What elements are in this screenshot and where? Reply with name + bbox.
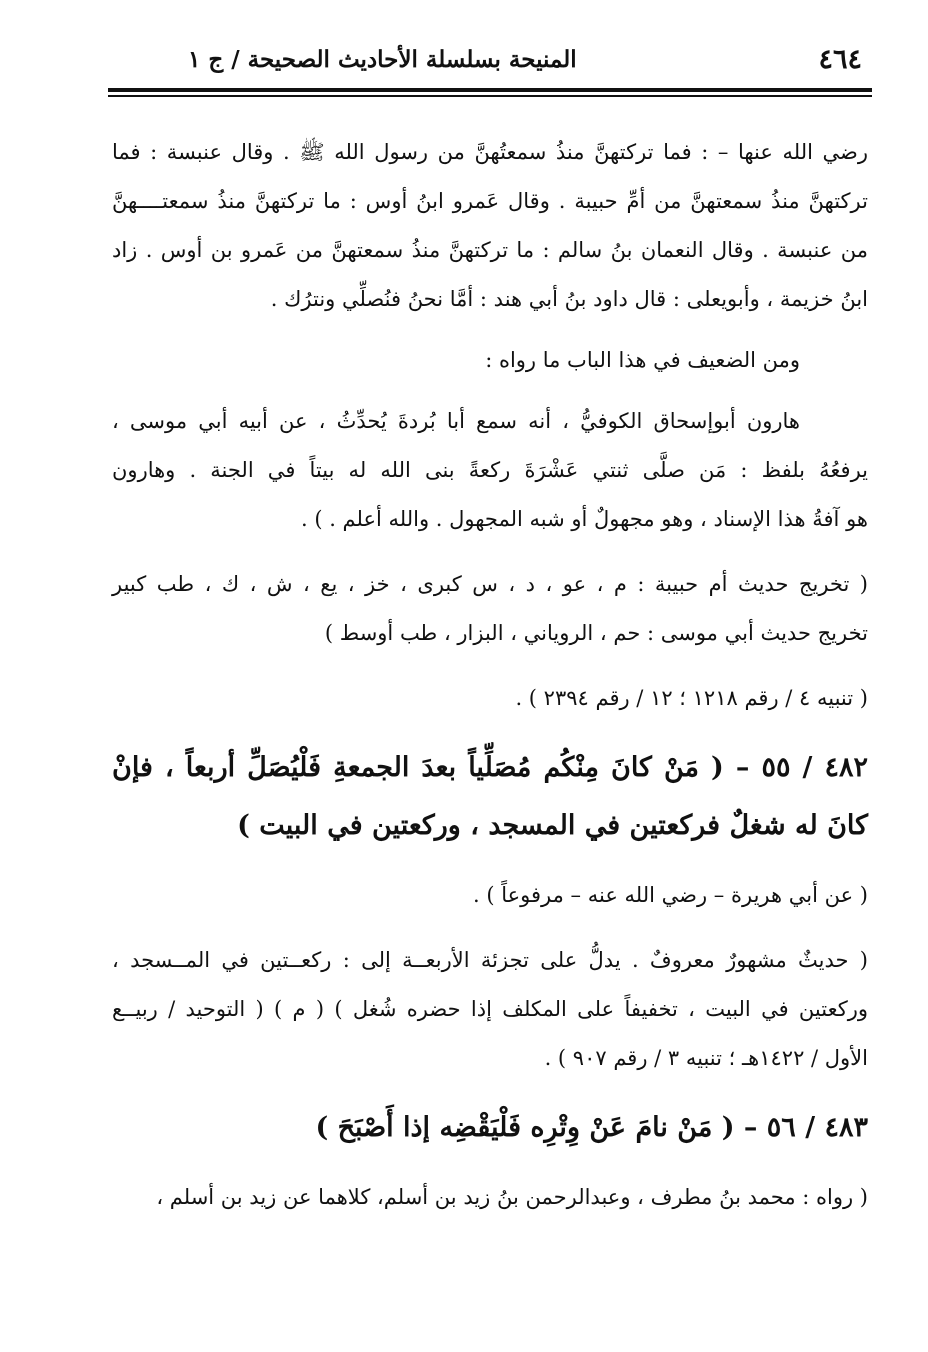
hadith-482-source xyxy=(112,871,868,920)
header-rule-thick xyxy=(108,88,872,92)
paragraph-tanbih-reference xyxy=(112,674,868,723)
running-title: المنيحة بسلسلة الأحاديث الصحيحة / ج ١ xyxy=(188,46,577,73)
header-rule-thin xyxy=(108,95,872,97)
hadith-heading-line: ٤٨٢ / ٥٥ – ( مَنْ كانَ مِنْكُم مُصَلِّياً بعدَ الجمعةِ فَلْيُصَلِّ أربعاً ، فإنْ xyxy=(112,752,868,783)
hadith-heading-line: ٤٨٣ / ٥٦ – ( مَنْ نامَ عَنْ وِتْرِه فَلْيَقْضِه إذا أَصْبَحَ ) xyxy=(315,1112,868,1143)
paragraph-continuation xyxy=(112,128,868,324)
text-line: هارون أبوإسحاق الكوفيُّ ، أنه سمع أبا بُردةَ يُحدِّثُ ، عن أبيه أبي موسى ، xyxy=(112,409,800,433)
text-line: ( تخريج حديث أم حبيبة : م ، عو ، د ، س كبرى ، خز ، يع ، ش ، ك ، طب كبير xyxy=(112,572,868,596)
page-number: ٤٦٤ xyxy=(818,44,862,75)
body-text xyxy=(112,128,868,1222)
hadith-483-source xyxy=(112,1173,868,1222)
text-line: ( تنبيه ٤ / رقم ١٢١٨ ؛ ١٢ / رقم ٢٣٩٤ ) . xyxy=(515,686,868,710)
text-line: ابنُ خزيمة ، وأبويعلى : قال داود بنُ أبي هند : أمَّا نحنُ فنُصلِّي ونترُك . xyxy=(270,287,868,311)
text-line: يرفعُهُ بلفظ : مَن صلَّى ثنتي عَشْرَةَ ركعةً بنى الله له بيتاً في الجنة . وهارون xyxy=(112,458,868,482)
hadith-482-commentary xyxy=(112,936,868,1083)
page-header xyxy=(108,38,872,90)
hadith-482 xyxy=(112,739,868,855)
text-line: الأول / ١٤٢٢هـ ؛ تنبيه ٣ / رقم ٩٠٧ ) . xyxy=(544,1046,868,1070)
text-line: تخريج حديث أبي موسى : حم ، الروياني ، البزار ، طب أوسط ) xyxy=(324,621,868,645)
text-line: ( رواه : محمد بنُ مطرف ، وعبدالرحمن بنُ زيد بن أسلم، كلاهما عن زيد بن أسلم ، xyxy=(156,1185,868,1209)
text-line: وركعتين في البيت ، تخفيفاً على المكلف إذا حضره شُغل ) ( م ) ( التوحيد / ربيــع xyxy=(112,997,868,1021)
paragraph-weak-intro xyxy=(112,336,868,385)
paragraph-takhrij xyxy=(112,560,868,658)
text-line: هو آفةُ هذا الإسناد ، وهو مجهولٌ أو شبه المجهول . والله أعلم . ) . xyxy=(300,507,868,531)
text-line: ( عن أبي هريرة – رضي الله عنه – مرفوعاً ) . xyxy=(473,883,868,907)
hadith-483 xyxy=(112,1099,868,1157)
text-line: ( حديثٌ مشهورٌ معروفٌ . يدلُّ على تجزئة الأربعــة إلى : ركعــتين في المــسجد ، xyxy=(112,948,868,972)
text-line: تركتهنَّ منذُ سمعتهنَّ من أمِّ حبيبة . وقال عَمرو ابنُ أوس : ما تركتهنَّ منذُ سمعتــــهنَّ xyxy=(112,189,868,213)
text-line: رضي الله عنها – : فما تركتهنَّ منذُ سمعتُهنَّ من رسول الله ﷺ . وقال عنبسة : فما xyxy=(112,140,868,164)
paragraph-harun xyxy=(112,397,868,544)
text-line: من عنبسة . وقال النعمان بنُ سالم : ما تركتهنَّ منذُ سمعتهنَّ من عَمرو بن أوس . زاد xyxy=(112,238,868,262)
hadith-heading-line: كانَ له شغلٌ فركعتين في المسجد ، وركعتين في البيت ) xyxy=(237,810,868,841)
text-line: ومن الضعيف في هذا الباب ما رواه : xyxy=(485,348,800,372)
